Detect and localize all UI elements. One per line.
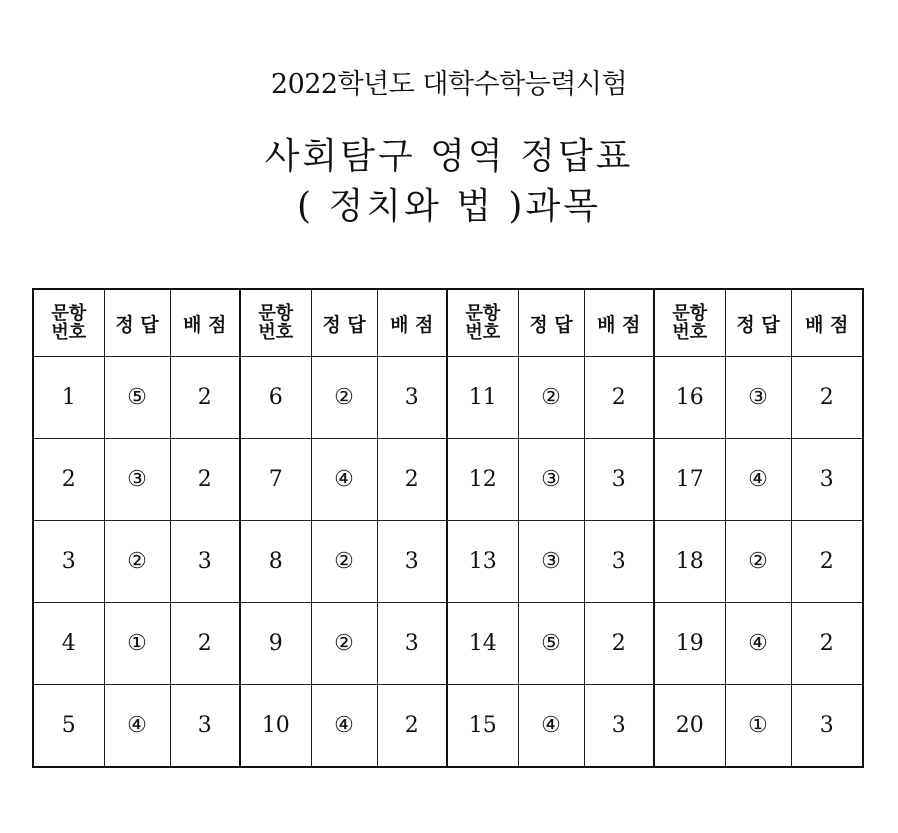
header-answer: 정 답 [725,289,791,357]
answer-cell: ② [725,521,791,603]
table-row [33,521,863,603]
answer-cell: ④ [311,439,377,521]
answer-cell: ② [518,357,584,439]
score-cell: 3 [377,603,447,685]
question-number: 2 [33,439,104,521]
score-cell: 2 [584,603,654,685]
header-answer: 정 답 [518,289,584,357]
question-number: 18 [654,521,725,603]
question-number: 16 [654,357,725,439]
header-score: 배 점 [584,289,654,357]
score-cell: 3 [170,521,240,603]
score-cell: 3 [791,439,863,521]
answer-cell: ③ [518,521,584,603]
score-cell: 3 [584,521,654,603]
score-cell: 2 [170,603,240,685]
score-cell: 3 [377,521,447,603]
question-number: 19 [654,603,725,685]
score-cell: 3 [377,357,447,439]
score-cell: 3 [170,685,240,768]
score-cell: 2 [584,357,654,439]
table-row [33,357,863,439]
table-row [33,439,863,521]
answer-cell: ④ [725,603,791,685]
score-cell: 2 [377,685,447,768]
header-number: 문항 번호 [654,289,725,357]
subject-title: ( 정치와 법 )과목 [296,186,602,227]
score-cell: 2 [170,439,240,521]
answer-cell: ④ [311,685,377,768]
answer-cell: ② [311,357,377,439]
score-cell: 3 [584,439,654,521]
score-cell: 3 [791,685,863,768]
header-number: 문항 번호 [240,289,311,357]
answer-cell: ① [725,685,791,768]
header-row [33,289,863,357]
question-number: 11 [447,357,518,439]
question-number: 17 [654,439,725,521]
header-score: 배 점 [170,289,240,357]
question-number: 14 [447,603,518,685]
header-score: 배 점 [377,289,447,357]
table-row [33,603,863,685]
question-number: 5 [33,685,104,768]
header-score: 배 점 [791,289,863,357]
header-number: 문항 번호 [33,289,104,357]
answer-cell: ⑤ [518,603,584,685]
score-cell: 2 [377,439,447,521]
answer-cell: ④ [725,439,791,521]
answer-cell: ② [104,521,170,603]
table-row [33,685,863,768]
answer-sheet-title: 사회탐구 영역 정답표 [264,136,634,177]
exam-year-title: 2022학년도 대학수학능력시험 [270,69,628,100]
score-cell: 2 [791,603,863,685]
answer-cell: ④ [104,685,170,768]
answer-cell: ② [311,603,377,685]
question-number: 7 [240,439,311,521]
header-answer: 정 답 [311,289,377,357]
header-answer: 정 답 [104,289,170,357]
question-number: 20 [654,685,725,768]
answer-cell: ① [104,603,170,685]
question-number: 13 [447,521,518,603]
score-cell: 2 [170,357,240,439]
question-number: 6 [240,357,311,439]
question-number: 10 [240,685,311,768]
question-number: 12 [447,439,518,521]
score-cell: 3 [584,685,654,768]
score-cell: 2 [791,357,863,439]
answer-cell: ② [311,521,377,603]
answer-cell: ③ [104,439,170,521]
question-number: 8 [240,521,311,603]
answer-cell: ④ [518,685,584,768]
header-number: 문항 번호 [447,289,518,357]
answer-cell: ③ [518,439,584,521]
answer-cell: ⑤ [104,357,170,439]
question-number: 3 [33,521,104,603]
score-cell: 2 [791,521,863,603]
answer-cell: ③ [725,357,791,439]
question-number: 9 [240,603,311,685]
question-number: 15 [447,685,518,768]
answer-table [32,288,864,768]
question-number: 4 [33,603,104,685]
question-number: 1 [33,357,104,439]
